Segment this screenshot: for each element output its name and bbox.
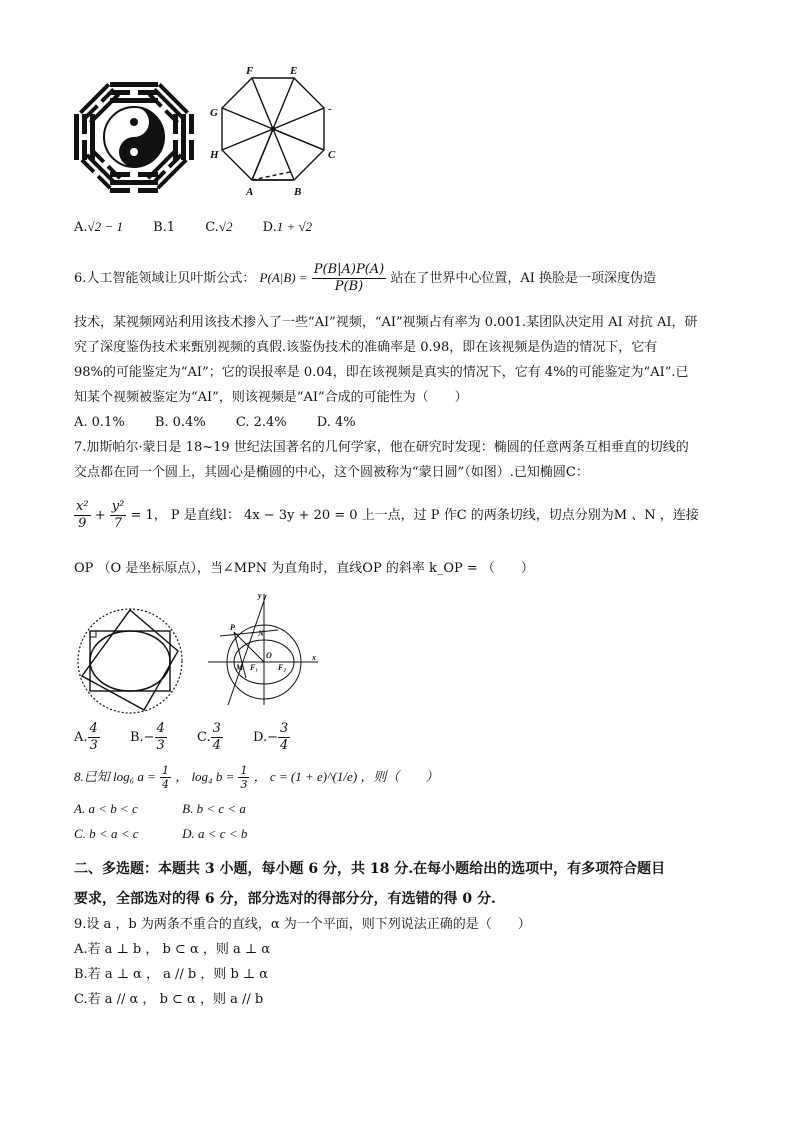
q6-options: A. 0.1% B. 0.4% C. 2.4% D. 4% [74,415,356,430]
label-F2: F₂ [278,663,287,672]
label-G: G [210,107,218,119]
q6-line2: 技术，某视频网站利用该技术掺入了一些“AI”视频，“AI”视频占有率为 0.001.某团队决定用 AI 对抗 AI，研 [74,315,698,330]
q6-line1: 6.人工智能领域让贝叶斯公式： P(A|B) = $\frac{P(B|A)P(A)}{P(B)}$ 站在了世界中心位置，AI 换脸是一项深度伪造 [74,262,657,294]
q5-options: A.√2 − 1 B.1 C.√2 D.1 + √2 [74,219,313,235]
q7-line2: 交点都在同一个圆上，其圆心是椭圆的中心，这个圆被称为“蒙日圆”（如图）.已知椭圆C： [74,465,589,480]
q7-line4: OP （O 是坐标原点），当∠MPN 为直角时，直线OP 的斜率 k_OP = （ ） [74,561,534,576]
q9-option-b: B.若 a ⊥ α ， a // b ，则 b ⊥ α [74,967,269,982]
label-B: B [294,186,302,198]
q8-stem: 8.已知 log₆ a = $\frac{1}{4}$ ， log₄ b = $\frac{1}{3}$ ， c = (1 + e)^(1/e) ，则（ ） [74,764,439,791]
label-H: H [210,149,219,161]
ellipse-coordinate-figure [208,590,324,708]
section2-line2: 要求，全部选对的得 6 分，部分选对的得部分分，有选错的得 0 分. [74,891,496,907]
q9-stem: 9.设 a ，b 为两条不重合的直线，α 为一个平面，则下列说法正确的是（ ） [74,917,531,932]
q6-line3: 究了深度鉴伪技术来甄别视频的真假.该鉴伪技术的准确率是 0.98，即在该视频是伪造的情况下，它有 [74,340,658,355]
monge-circle-figure [72,606,192,716]
q7-options: A. $\frac{4}{3}$ B.− $\frac{4}{3}$ C. $\frac{3}{4}$ D.− $\frac{3}{4}$ [74,721,289,753]
label-dash: - [328,103,332,115]
bagua-figure [72,78,196,196]
label-F1: F₁ [250,663,259,672]
q7-line1: 7.加斯帕尔·蒙日是 18~19 世纪法国著名的几何学家，他在研究时发现：椭圆的任意两条互相垂直的切线的 [74,440,689,455]
q9-option-a: A.若 a ⊥ b ， b ⊂ α ，则 a ⊥ α [74,942,271,957]
label-F: F [246,65,254,77]
octagon-figure [200,64,350,200]
q9-option-c: C.若 a // α ， b ⊂ α ，则 a // b [74,992,264,1007]
q6-line5: 知某个视频被鉴定为“AI”，则该视频是“AI”合成的可能性为（ ） [74,390,468,405]
label-A: A [246,186,254,198]
section2-line1: 二、多选题：本题共 3 小题，每小题 6 分，共 18 分.在每小题给出的选项中，有多项符合题目 [74,861,666,877]
q7-line3: $\frac{\text{x²}}{9}$ + $\frac{\text{y²}}{7}$ = 1， P 是直线l： 4x − 3y + 20 = 0 上一点，过 P 作C 的两条切线，切点分别为M 、N ，连接 [76,499,699,531]
label-C: C [328,149,336,161]
q6-line4: 98%的可能鉴定为“AI”；它的误报率是 0.04，即在该视频是真实的情况下，它有 4%的可能鉴定为“AI”.已 [74,365,689,380]
label-x: x [312,653,316,662]
q8-options-row1: A. a < b < c B. b < c < a [74,801,246,816]
label-y: y [258,591,262,600]
label-E: E [290,65,298,77]
label-P: P [230,623,235,632]
label-M: M [236,663,244,672]
label-O: O [266,651,272,660]
label-N: N [258,629,264,638]
q8-options-row2: C. b < a < c D. a < c < b [74,826,248,841]
